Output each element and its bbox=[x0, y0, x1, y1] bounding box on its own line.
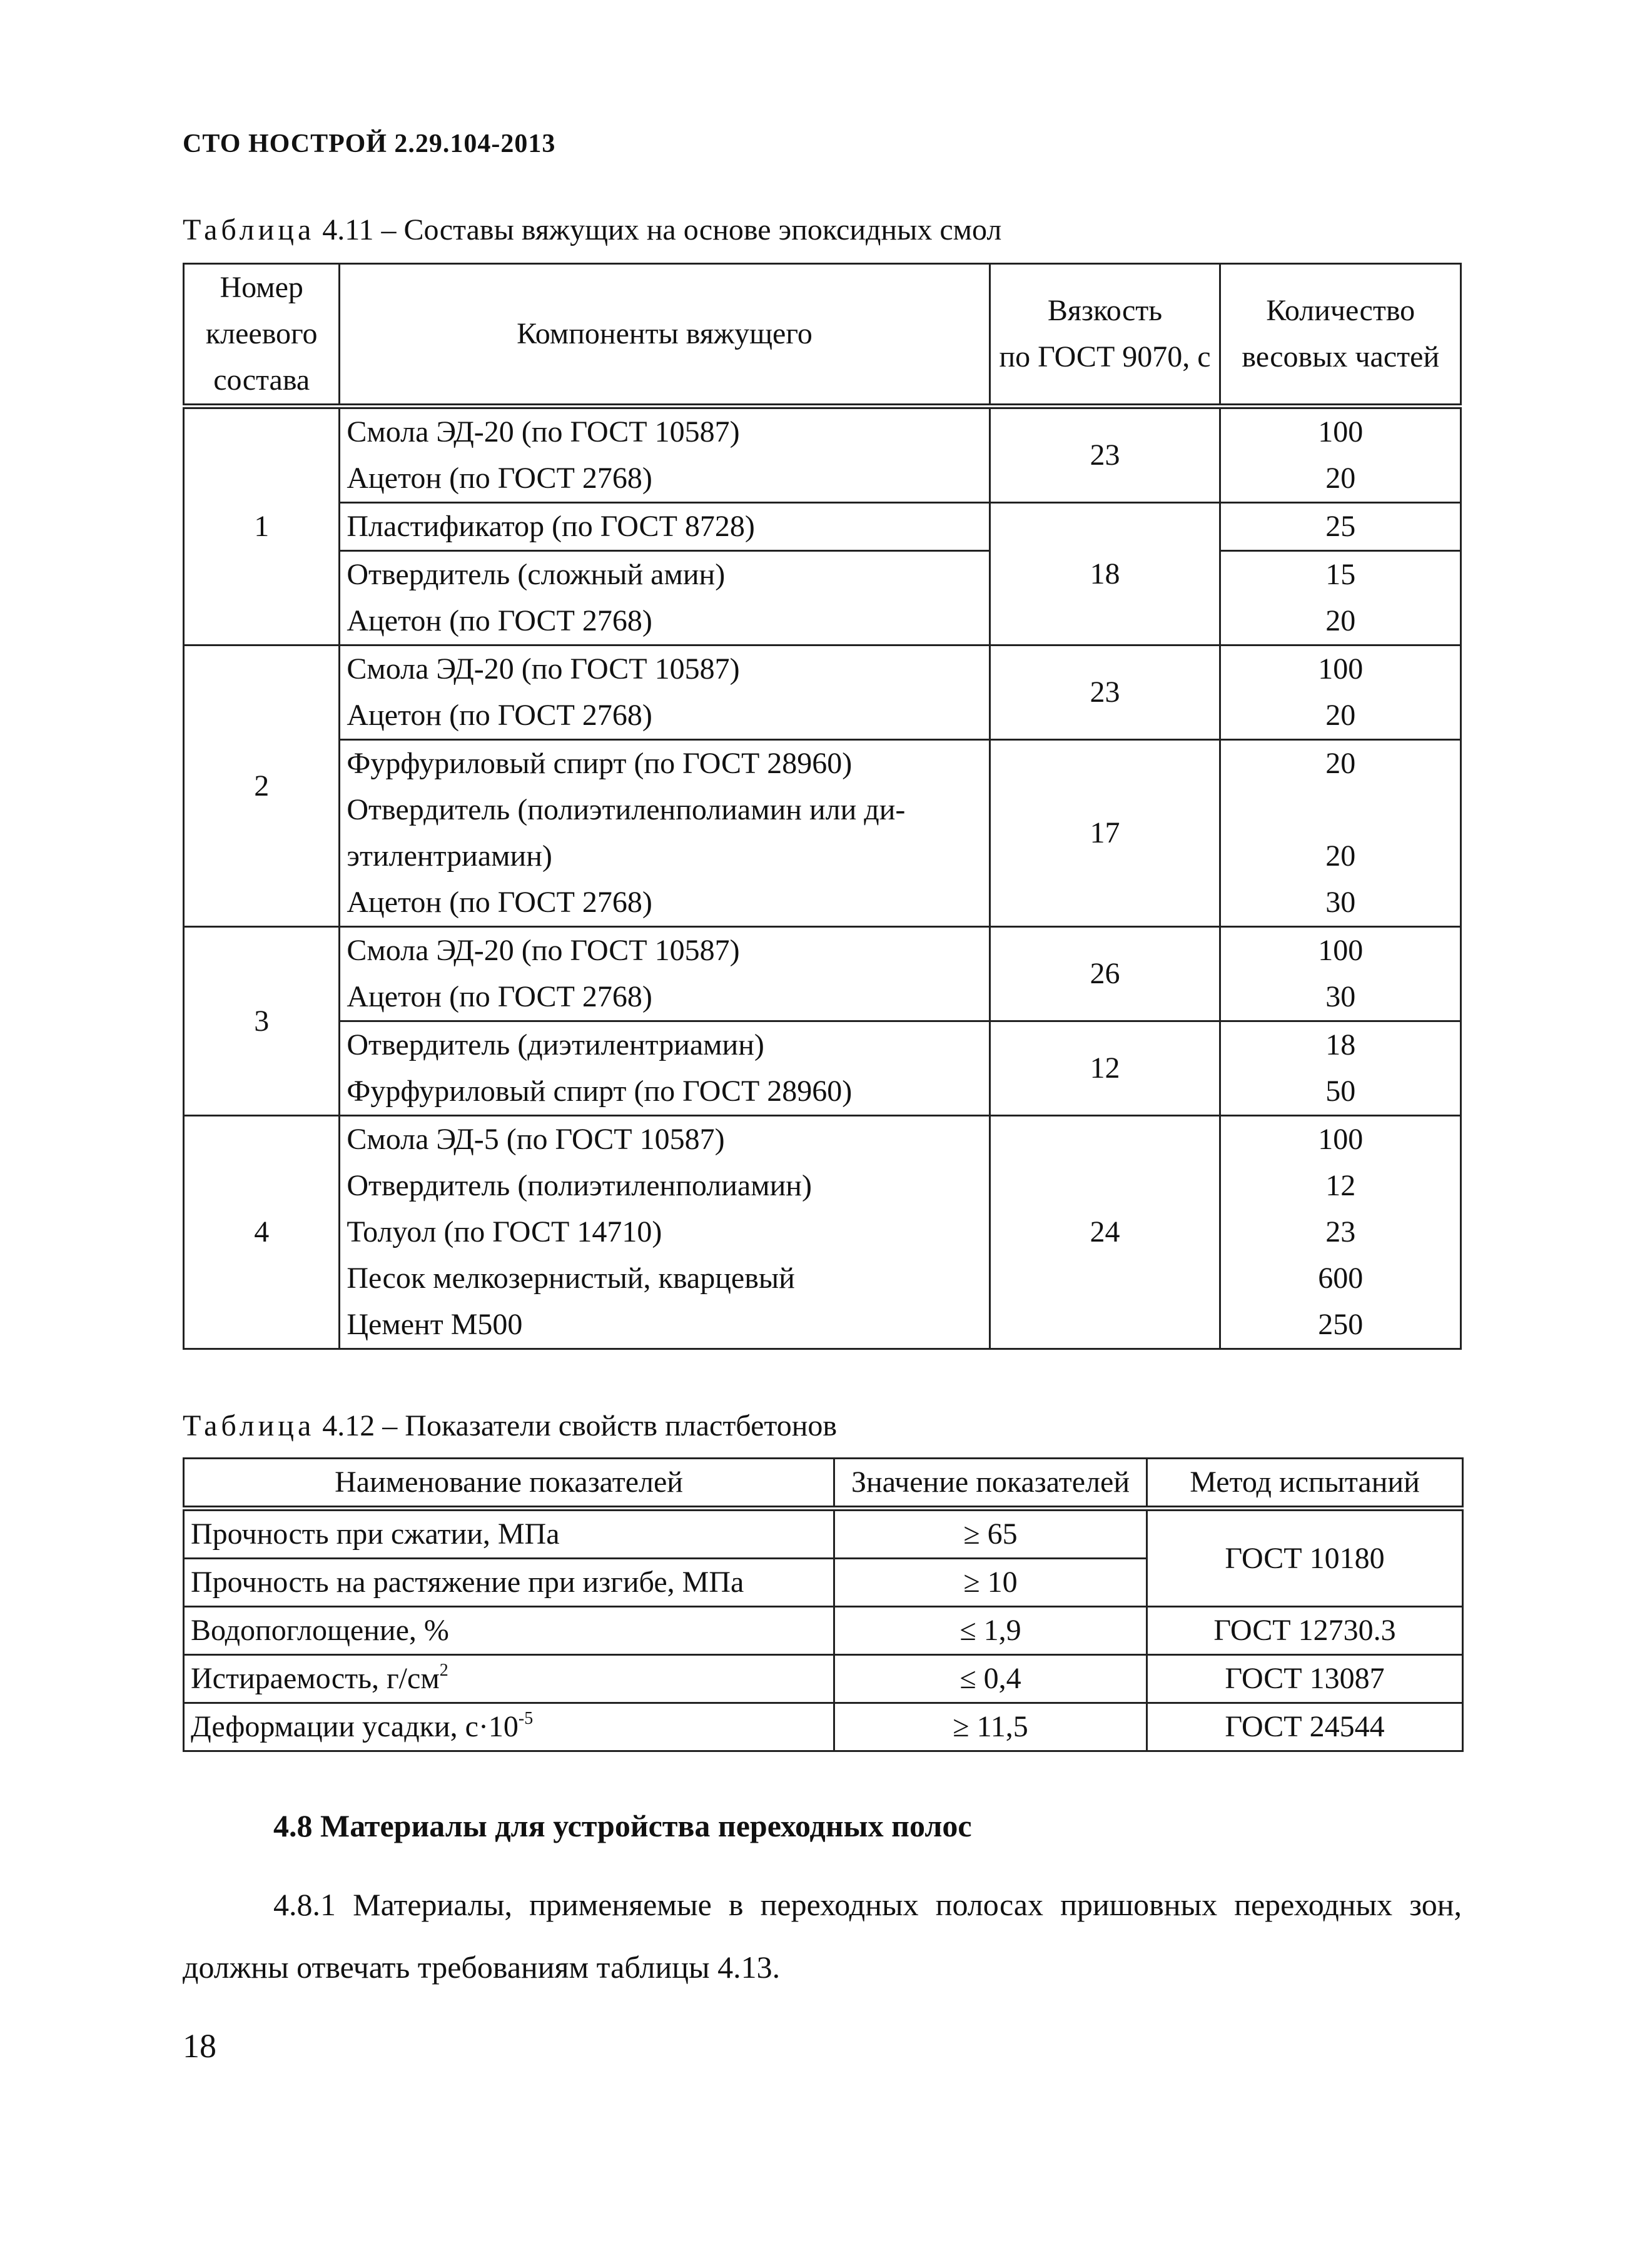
indicator-name: Прочность при сжатии, МПа bbox=[184, 1509, 834, 1559]
quantity-cell: 18 50 bbox=[1220, 1021, 1461, 1116]
table-row bbox=[184, 740, 1461, 927]
components-cell: Отвердитель (сложный амин) Ацетон (по ГОСТ 2768) bbox=[340, 551, 990, 645]
table-row bbox=[184, 1703, 1463, 1751]
header-quantity: Количество весовых частей bbox=[1220, 264, 1461, 407]
components-cell: Смола ЭД-20 (по ГОСТ 10587) Ацетон (по ГОСТ 2768) bbox=[340, 407, 990, 503]
viscosity-cell: 17 bbox=[990, 740, 1220, 927]
table-row bbox=[184, 407, 1461, 503]
quantity-cell: 100 20 bbox=[1220, 645, 1461, 740]
plastic-concrete-properties-table bbox=[183, 1457, 1464, 1752]
indicator-name: Водопоглощение, % bbox=[184, 1607, 834, 1655]
test-method: ГОСТ 13087 bbox=[1147, 1655, 1463, 1703]
table-row bbox=[184, 1021, 1461, 1116]
indicator-name-cell bbox=[184, 1655, 834, 1703]
quantity-cell: 20 20 30 bbox=[1220, 740, 1461, 927]
page-number: 18 bbox=[183, 2027, 216, 2065]
table-row bbox=[184, 1509, 1463, 1559]
table-row bbox=[184, 503, 1461, 551]
document-code-header: СТО НОСТРОЙ 2.29.104-2013 bbox=[183, 129, 556, 158]
viscosity-cell: 24 bbox=[990, 1116, 1220, 1349]
header-components: Компоненты вяжущего bbox=[340, 264, 990, 407]
viscosity-cell: 26 bbox=[990, 927, 1220, 1021]
test-method: ГОСТ 24544 bbox=[1147, 1703, 1463, 1751]
table-row bbox=[184, 1655, 1463, 1703]
composition-number: 4 bbox=[184, 1116, 340, 1349]
components-cell: Фурфуриловый спирт (по ГОСТ 28960) Отвердитель (полиэтиленполиамин или ди- этилентриамин) Ацетон (по ГОСТ 2768) bbox=[340, 740, 990, 927]
quantity-cell: 100 30 bbox=[1220, 927, 1461, 1021]
table-row bbox=[184, 645, 1461, 740]
header-indicator-value: Значение показателей bbox=[834, 1459, 1147, 1509]
indicator-name-superscript: -5 bbox=[518, 1709, 534, 1728]
quantity-cell: 25 bbox=[1220, 503, 1461, 551]
components-cell: Пластификатор (по ГОСТ 8728) bbox=[340, 503, 990, 551]
components-cell: Смола ЭД-20 (по ГОСТ 10587) Ацетон (по ГОСТ 2768) bbox=[340, 927, 990, 1021]
table-4-12-caption-text: 4.12 – Показатели свойств пластбетонов bbox=[315, 1409, 838, 1442]
quantity-cell: 100 20 bbox=[1220, 407, 1461, 503]
composition-number: 1 bbox=[184, 407, 340, 645]
table-4-11-caption-label: Таблица bbox=[183, 213, 315, 246]
components-cell: Смола ЭД-20 (по ГОСТ 10587) Ацетон (по ГОСТ 2768) bbox=[340, 645, 990, 740]
binder-compositions-table bbox=[183, 263, 1462, 1350]
header-composition-number: Номер клеевого состава bbox=[184, 264, 340, 407]
indicator-value: ≥ 65 bbox=[834, 1509, 1147, 1559]
indicator-value: ≥ 11,5 bbox=[834, 1703, 1147, 1751]
table-4-12-caption-label: Таблица bbox=[183, 1409, 315, 1442]
header-viscosity: Вязкость по ГОСТ 9070, с bbox=[990, 264, 1220, 407]
indicator-name-superscript: 2 bbox=[439, 1661, 448, 1680]
components-cell: Смола ЭД-5 (по ГОСТ 10587) Отвердитель (полиэтиленполиамин) Толуол (по ГОСТ 14710) Песок мелкозернистый, кварцевый Цемент М500 bbox=[340, 1116, 990, 1349]
table-row bbox=[184, 1116, 1461, 1349]
components-cell: Отвердитель (диэтилентриамин) Фурфуриловый спирт (по ГОСТ 28960) bbox=[340, 1021, 990, 1116]
viscosity-cell: 18 bbox=[990, 503, 1220, 645]
header-test-method: Метод испытаний bbox=[1147, 1459, 1463, 1509]
table-4-12-caption bbox=[183, 1409, 837, 1443]
header-indicator-name: Наименование показателей bbox=[184, 1459, 834, 1509]
body-paragraph: 4.8.1 Материалы, применяемые в переходных полосах пришовных переходных зон, должны отвечать требованиям таблицы 4.13. bbox=[183, 1887, 1462, 1985]
viscosity-cell: 23 bbox=[990, 645, 1220, 740]
indicator-name: Истираемость, г/см bbox=[191, 1662, 440, 1695]
table-row bbox=[184, 1607, 1463, 1655]
quantity-cell: 100 12 23 600 250 bbox=[1220, 1116, 1461, 1349]
viscosity-cell: 23 bbox=[990, 407, 1220, 503]
composition-number: 2 bbox=[184, 645, 340, 927]
test-method: ГОСТ 12730.3 bbox=[1147, 1607, 1463, 1655]
indicator-name: Деформации усадки, с·10 bbox=[191, 1710, 519, 1743]
quantity-cell: 15 20 bbox=[1220, 551, 1461, 645]
table-row bbox=[184, 551, 1461, 645]
viscosity-cell: 12 bbox=[990, 1021, 1220, 1116]
table-row bbox=[184, 927, 1461, 1021]
test-method: ГОСТ 10180 bbox=[1147, 1509, 1463, 1607]
table-header-row bbox=[184, 264, 1461, 407]
section-heading: 4.8 Материалы для устройства переходных полос bbox=[273, 1808, 972, 1843]
table-4-11-caption bbox=[183, 213, 1001, 247]
indicator-name-cell bbox=[184, 1703, 834, 1751]
indicator-value: ≤ 0,4 bbox=[834, 1655, 1147, 1703]
composition-number: 3 bbox=[184, 927, 340, 1116]
indicator-value: ≥ 10 bbox=[834, 1559, 1147, 1607]
table-header-row bbox=[184, 1459, 1463, 1509]
indicator-value: ≤ 1,9 bbox=[834, 1607, 1147, 1655]
indicator-name: Прочность на растяжение при изгибе, МПа bbox=[184, 1559, 834, 1607]
table-4-11-caption-text: 4.11 – Составы вяжущих на основе эпоксидных смол bbox=[315, 213, 1002, 246]
